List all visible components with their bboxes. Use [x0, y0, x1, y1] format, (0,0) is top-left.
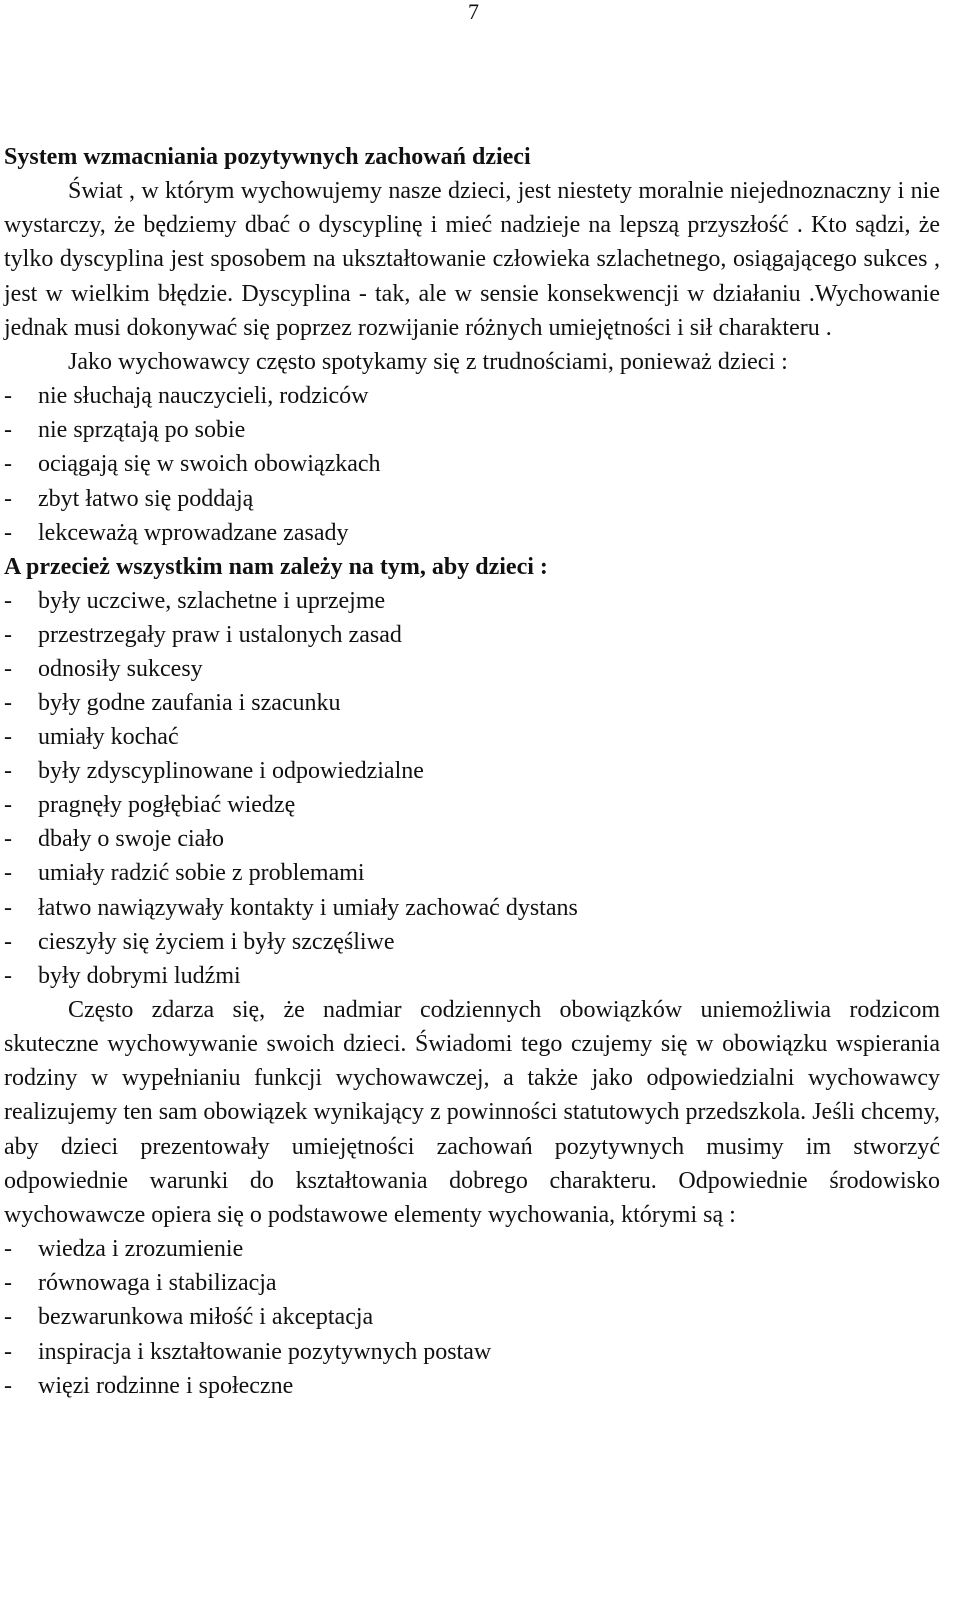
list-item: - nie sprzątają po sobie: [4, 417, 246, 444]
list-item: - odnosiły sukcesy: [4, 655, 203, 682]
list-item: - pragnęły pogłębiać wiedzę: [4, 792, 296, 819]
difficulties-paragraph: Jako wychowawcy często spotykamy się z trudnościami, ponieważ dzieci :: [68, 349, 788, 376]
list-item: - więzi rodzinne i społeczne: [4, 1372, 294, 1399]
elements-list: [4, 1232, 940, 1402]
list-item: - inspiracja i kształtowanie pozytywnych postaw: [4, 1338, 492, 1365]
intro-paragraph: Świat , w którym wychowujemy nasze dzieci, jest niestety moralnie niejednoznaczny i nie wystarczy, że będziemy dbać o dyscyplinę i mieć nadzieje na lepszą przyszłość . Kto sądzi, że tylko dyscyplina jest sposobem na ukształtowanie człowieka szlachetnego, osiągającego sukces , jest w wielkim błędzie. Dyscyplina - tak, ale w sensie konsekwencji w działaniu .Wychowanie jednak musi dokonywać się poprzez rozwijanie różnych umiejętności i sił charakteru .: [4, 178, 940, 341]
list-item: - cieszyły się życiem i były szczęśliwe: [4, 928, 395, 955]
list-item: - przestrzegały praw i ustalonych zasad: [4, 621, 402, 648]
list-item: - umiały kochać: [4, 724, 179, 751]
document-title: System wzmacniania pozytywnych zachowań dzieci: [4, 144, 531, 170]
list-item: - były zdyscyplinowane i odpowiedzialne: [4, 758, 424, 785]
list-item: - wiedza i zrozumienie: [4, 1236, 244, 1263]
goals-heading: A przecież wszystkim nam zależy na tym, aby dzieci :: [4, 553, 548, 580]
list-item: - łatwo nawiązywały kontakty i umiały zachować dystans: [4, 894, 578, 921]
page-number: 7: [468, 0, 479, 24]
list-item: - były uczciwe, szlachetne i uprzejme: [4, 587, 386, 614]
list-item: - równowaga i stabilizacja: [4, 1270, 277, 1297]
difficulties-list: [4, 379, 940, 549]
list-item: - ociągają się w swoich obowiązkach: [4, 451, 381, 478]
list-item: - umiały radzić sobie z problemami: [4, 860, 365, 887]
list-item: - nie słuchają nauczycieli, rodziców: [4, 383, 369, 410]
closing-paragraph: Często zdarza się, że nadmiar codziennych obowiązków uniemożliwia rodzicom skuteczne wychowywanie swoich dzieci. Świadomi tego czujemy się w obowiązku wspierania rodziny w wypełnianiu funkcji wychowawczej, a także jako odpowiedzialni wychowawcy realizujemy ten sam obowiązek wynikający z powinności statutowych przedszkola. Jeśli chcemy, aby dzieci prezentowały umiejętności zachowań pozytywnych musimy im stworzyć odpowiednie warunki do kształtowania dobrego charakteru. Odpowiednie środowisko wychowawcze opiera się o podstawowe elementy wychowania, którymi są :: [4, 996, 940, 1229]
list-item: - zbyt łatwo się poddają: [4, 485, 254, 512]
list-item: - lekceważą wprowadzane zasady: [4, 519, 349, 546]
list-item: - były dobrymi ludźmi: [4, 962, 241, 989]
list-item: - dbały o swoje ciało: [4, 826, 224, 853]
list-item: - bezwarunkowa miłość i akceptacja: [4, 1304, 374, 1331]
list-item: - były godne zaufania i szacunku: [4, 689, 341, 716]
document-body: [4, 140, 940, 1403]
goals-list: [4, 584, 940, 993]
